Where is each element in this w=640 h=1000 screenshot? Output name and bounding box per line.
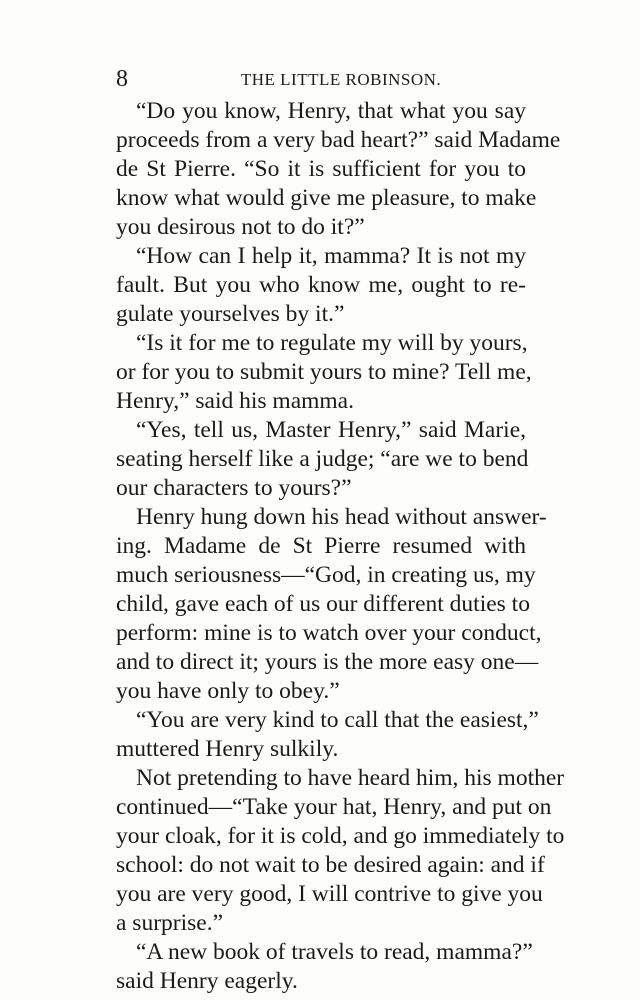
- text-line: continued—“Take your hat, Henry, and put on: [116, 794, 552, 820]
- text-line: said Henry eagerly.: [116, 968, 298, 994]
- page-header: [116, 64, 526, 94]
- text-line: proceeds from a very bad heart?” said Madame: [116, 127, 561, 153]
- text-line: fault. But you who know me, ought to re-: [116, 272, 526, 298]
- text-line: perform: mine is to watch over your conduct,: [116, 620, 542, 646]
- text-line: muttered Henry sulkily.: [116, 736, 339, 762]
- text-line: your cloak, for it is cold, and go immediately to: [116, 823, 565, 849]
- running-head: THE LITTLE ROBINSON.: [240, 70, 442, 89]
- text-line: Henry,” said his mamma.: [116, 388, 354, 414]
- text-line: you have only to obey.”: [116, 678, 340, 704]
- text-line: Not pretending to have heard him, his mother: [136, 765, 565, 791]
- text-line: or for you to submit yours to mine? Tell me,: [116, 359, 532, 385]
- page-number: 8: [116, 66, 128, 92]
- text-line: seating herself like a judge; “are we to bend: [116, 446, 529, 472]
- text-line: gulate yourselves by it.”: [116, 301, 345, 327]
- text-line: know what would give me pleasure, to make: [116, 185, 537, 211]
- text-line: you desirous not to do it?”: [116, 214, 365, 240]
- text-line: Henry hung down his head without answer-: [136, 504, 547, 530]
- text-line: school: do not wait to be desired again: and if: [116, 852, 545, 878]
- text-line: our characters to yours?”: [116, 475, 352, 501]
- text-line: child, gave each of us our different duties to: [116, 591, 530, 617]
- text-line: “A new book of travels to read, mamma?”: [136, 939, 533, 965]
- text-line: de St Pierre. “So it is sufficient for you to: [116, 156, 526, 182]
- text-line: and to direct it; yours is the more easy one—: [116, 649, 539, 675]
- text-line: a surprise.”: [116, 910, 224, 936]
- text-line: “Do you know, Henry, that what you say: [136, 98, 526, 124]
- text-line: “You are very kind to call that the easiest,”: [136, 707, 539, 733]
- text-line: ing. Madame de St Pierre resumed with: [116, 533, 526, 559]
- body-text: [116, 97, 565, 996]
- text-line: “Yes, tell us, Master Henry,” said Marie,: [136, 417, 526, 443]
- text-line: “Is it for me to regulate my will by yours,: [136, 330, 528, 356]
- text-line: “How can I help it, mamma? It is not my: [136, 243, 526, 269]
- text-line: you are very good, I will contrive to give you: [116, 881, 543, 907]
- text-line: much seriousness—“God, in creating us, my: [116, 562, 536, 588]
